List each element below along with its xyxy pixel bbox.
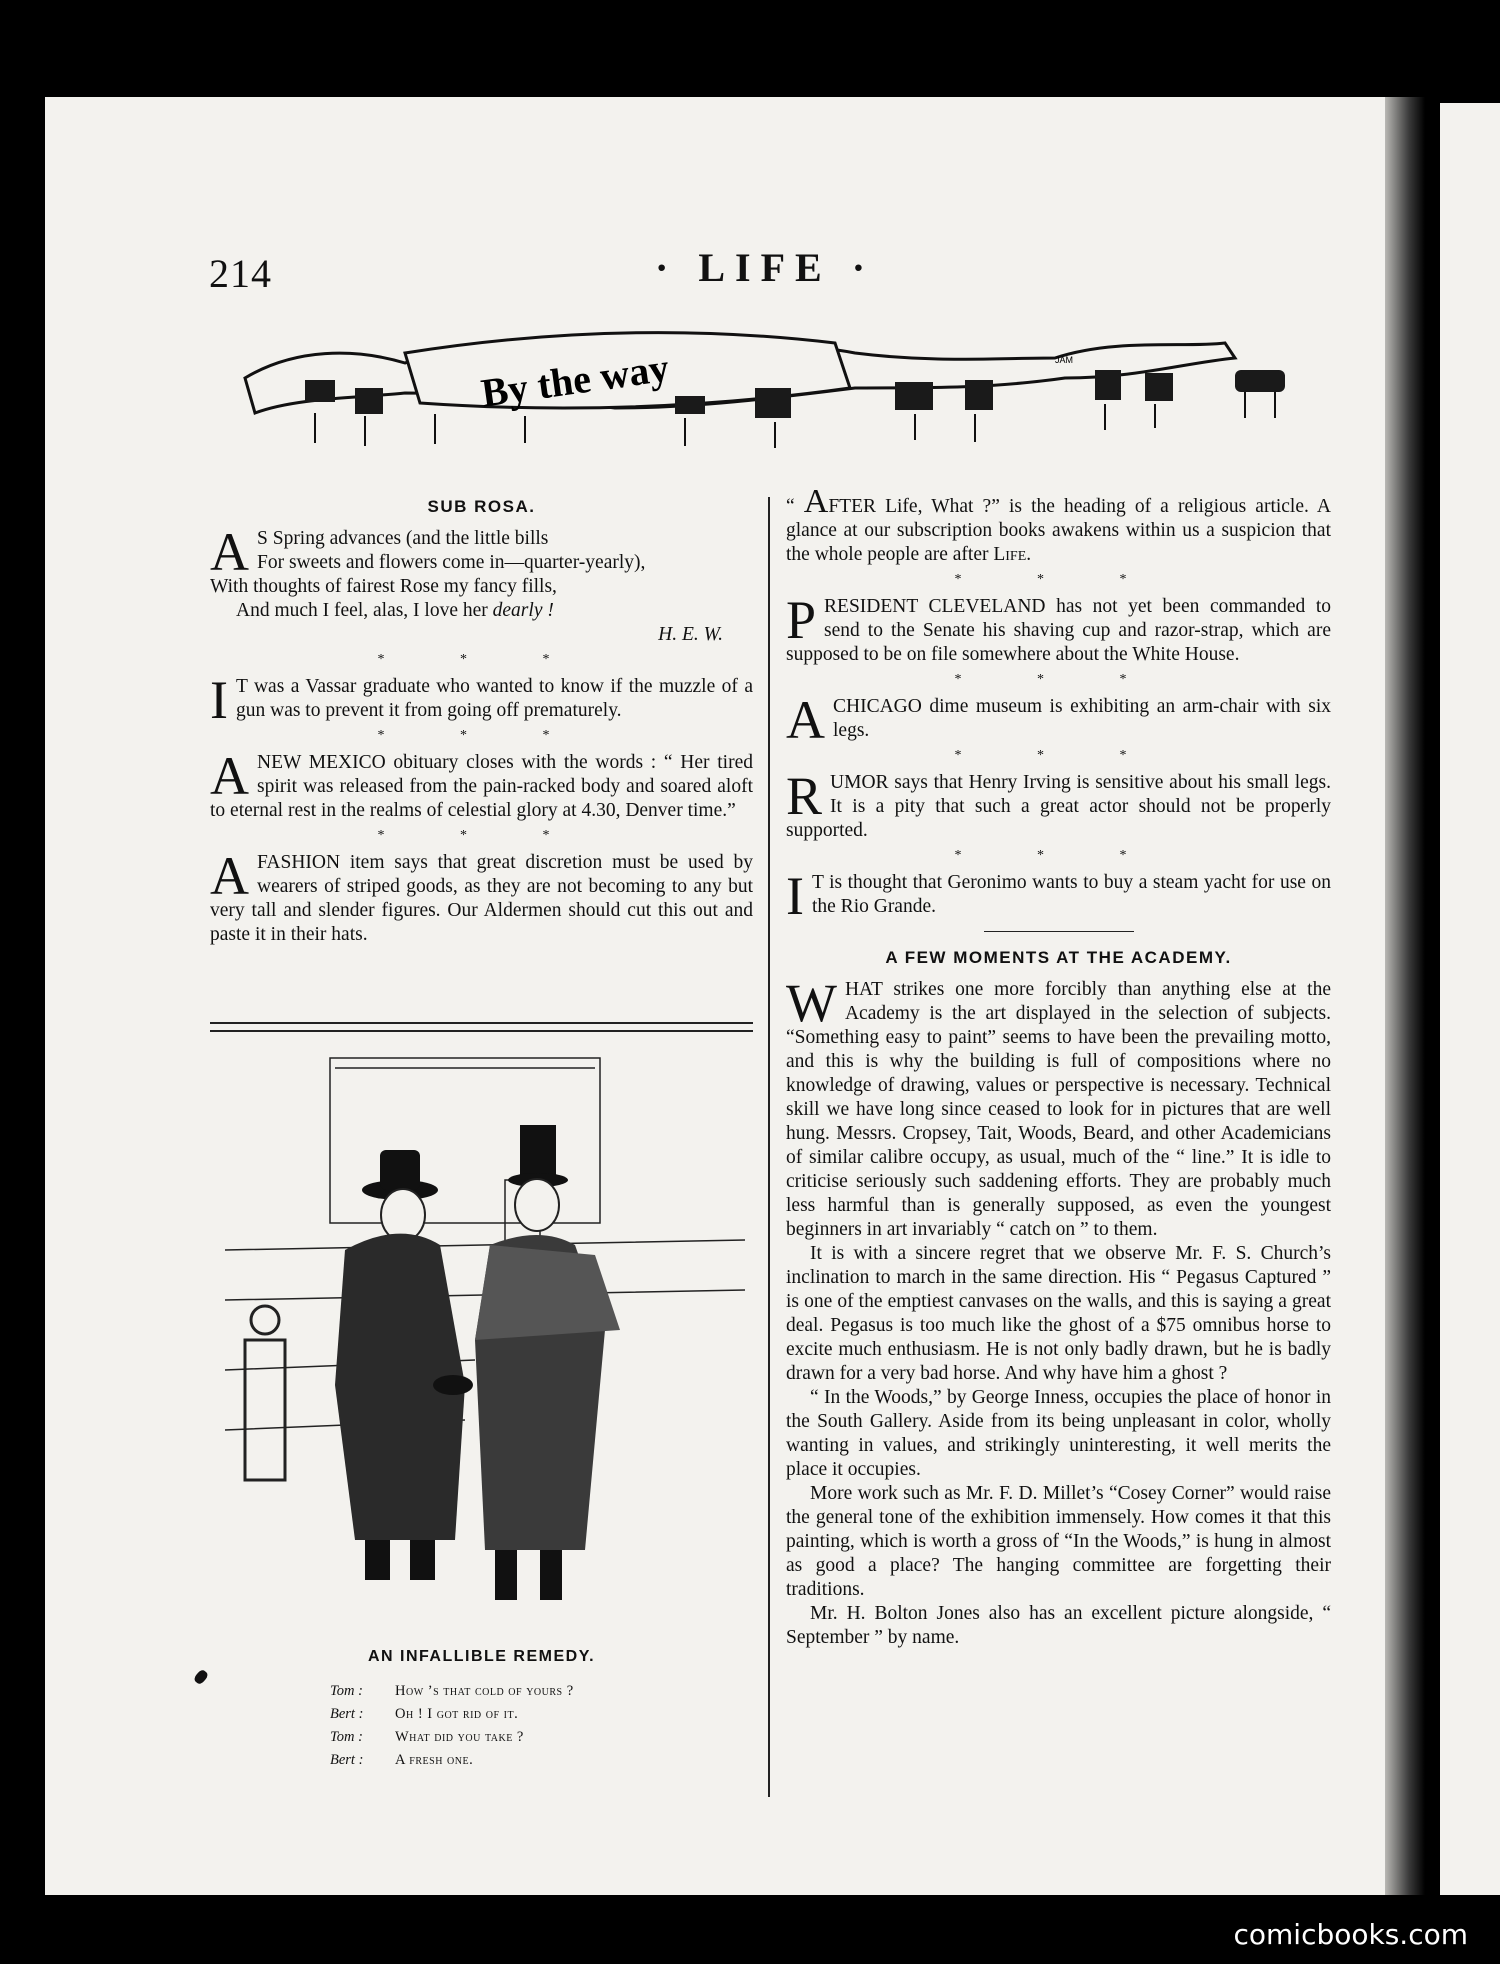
paragraph: More work such as Mr. F. D. Millet’s “Cosey Corner” would raise the general tone of the exhibition immensely. How comes it that this painting, which is worth a gross of “In the Woods,” is hung in almost as good a place? The hanging committee are forgetting their traditions. <box>786 1483 1331 1600</box>
separator-stars: * * * <box>954 572 1163 587</box>
next-page-edge <box>1440 103 1500 1895</box>
banner-lettering: By the way <box>478 344 672 416</box>
drop-cap: A <box>210 746 249 806</box>
drop-cap: P <box>786 590 817 650</box>
drop-cap: A <box>210 846 249 906</box>
paragraph-text: T is thought that Geronimo wants to buy a steam yacht for use on the Rio Grande. <box>811 872 1331 917</box>
page-number: 214 <box>209 251 272 296</box>
cartoon-caption-title: AN INFALLIBLE REMEDY. <box>367 1648 596 1665</box>
paragraph <box>786 973 1331 1242</box>
artist-mark: JAM <box>1055 355 1073 365</box>
poem-line: And much I feel, alas, I love her <box>236 600 493 621</box>
left-column <box>210 495 753 947</box>
poem-title: SUB ROSA. <box>427 497 536 516</box>
double-rule <box>210 1022 753 1032</box>
dialogue-line: A fresh one. <box>395 1752 474 1768</box>
drop-cap: A <box>803 483 829 520</box>
poem-line: S Spring advances (and the little bills <box>257 528 549 549</box>
separator-stars: * * * <box>377 828 586 843</box>
poem-signature: H. E. W. <box>658 624 723 645</box>
paragraph-text: CHICAGO dime museum is exhibiting an arm-chair with six legs. <box>833 696 1331 741</box>
drop-cap: I <box>786 866 804 926</box>
dialogue-row <box>330 1726 574 1749</box>
page-gutter <box>1385 97 1425 1895</box>
source-watermark: comicbooks.com <box>1233 1918 1468 1951</box>
column-rule <box>768 497 770 1797</box>
speaker: Tom : <box>330 1683 363 1699</box>
paragraph-text: NEW MEXICO obituary closes with the words : “ Her tired spirit was released from the pain-racked body and soared aloft to eternal rest in the realms of celestial glory at 4.30, Denver time.” <box>210 752 753 821</box>
paragraph-text: FASHION item says that great discretion must be used by wearers of striped goods, as they are not becoming to any but very tall and slender figures. Our Aldermen should cut this out and paste it in their hats. <box>210 852 753 945</box>
dialogue-row <box>330 1680 574 1703</box>
dialogue-row <box>330 1749 574 1772</box>
cartoon-dialogue <box>330 1680 574 1772</box>
poem-line-last <box>210 599 753 623</box>
right-column <box>786 483 1331 1650</box>
paragraph <box>786 866 1331 926</box>
separator-stars: * * * <box>954 672 1163 687</box>
drop-cap: W <box>786 973 837 1033</box>
magazine-title: · LIFE · <box>655 245 876 290</box>
cartoon-illustration <box>225 1040 745 1610</box>
drop-cap: R <box>786 766 823 826</box>
paragraph <box>210 746 753 823</box>
poem-line: With thoughts of fairest Rose my fancy fills, <box>210 576 557 597</box>
separator-stars: * * * <box>377 728 586 743</box>
article-title: A FEW MOMENTS AT THE ACADEMY. <box>885 948 1232 967</box>
paragraph <box>210 846 753 947</box>
poem <box>210 522 753 647</box>
paragraph-text: RESIDENT CLEVELAND has not yet been commanded to send to the Senate his shaving cup and razor-strap, which are supposed to be on file somewhere about the White House. <box>786 596 1331 665</box>
separator-stars: * * * <box>954 848 1163 863</box>
paragraph <box>786 690 1331 750</box>
dialogue-line: How ’s that cold of yours ? <box>395 1683 574 1699</box>
paragraph-text: FTER Life, What ?” is the heading of a religious article. A glance at our subscription books awakens within us a suspicion that the whole people are after <box>786 496 1331 565</box>
paragraph: Mr. H. Bolton Jones also has an excellent picture alongside, “ September ” by name. <box>786 1603 1331 1648</box>
drop-cap: A <box>210 522 249 582</box>
paragraph <box>786 766 1331 843</box>
paragraph: “ In the Woods,” by George Inness, occupies the place of honor in the South Gallery. Aside from its being unpleasant in color, wholly wanting in values, and strikingly uninteresting, it well merits the place it occupies. <box>786 1387 1331 1480</box>
speaker: Bert : <box>330 1752 364 1768</box>
paragraph-text: UMOR says that Henry Irving is sensitive about his small legs. It is a pity that such a great actor should not be properly supported. <box>786 772 1331 841</box>
paragraph <box>786 590 1331 667</box>
speaker: Tom : <box>330 1729 363 1745</box>
dialogue-line: What did you take ? <box>395 1729 524 1745</box>
speaker: Bert : <box>330 1706 364 1722</box>
paragraph <box>786 483 1331 567</box>
paragraph <box>210 670 753 730</box>
separator-stars: * * * <box>954 748 1163 763</box>
paragraph-text: T was a Vassar graduate who wanted to know if the muzzle of a gun was to prevent it from going off prematurely. <box>235 676 753 721</box>
paragraph: It is with a sincere regret that we observe Mr. F. S. Church’s inclination to march in the same direction. His “ Pegasus Captured ” is one of the emptiest canvases on the walls, and this is saying a great deal. Pegasus is too much like the ghost of a $75 omnibus horse to excite much enthusiasm. He is not only badly drawn, but he is badly drawn for a very bad horse. And why have him a ghost ? <box>786 1243 1331 1384</box>
section-rule <box>984 931 1134 932</box>
dialogue-line: Oh ! I got rid of it. <box>395 1706 519 1722</box>
poem-emphasis: dearly ! <box>492 600 554 621</box>
poem-line: For sweets and flowers come in—quarter-yearly), <box>257 552 646 573</box>
open-quote: “ <box>786 496 804 517</box>
drop-cap: I <box>210 670 228 730</box>
drop-cap: A <box>786 690 825 750</box>
by-the-way-banner <box>235 318 1305 453</box>
paragraph-text: HAT strikes one more forcibly than anything else at the Academy is the art displayed in the selection of subjects. “Something easy to paint” seems to have been the prevailing motto, and this is why the building is full of compositions where no knowledge of drawing, values or perspective is necessary. Technical skill we have long since ceased to look for in pictures that are well hung. Messrs. Cropsey, Tait, Woods, Beard, and other Academicians of similar calibre occupy, as usual, much of the “ line.” It is idle to criticise seriously such saddening efforts. They are probably much less harmful than is generally supposed, as even the youngest beginners in art invariably “ catch on ” to them. <box>786 979 1331 1240</box>
separator-stars: * * * <box>377 652 586 667</box>
dialogue-row <box>330 1703 574 1726</box>
life-smallcaps: Life. <box>993 544 1032 565</box>
